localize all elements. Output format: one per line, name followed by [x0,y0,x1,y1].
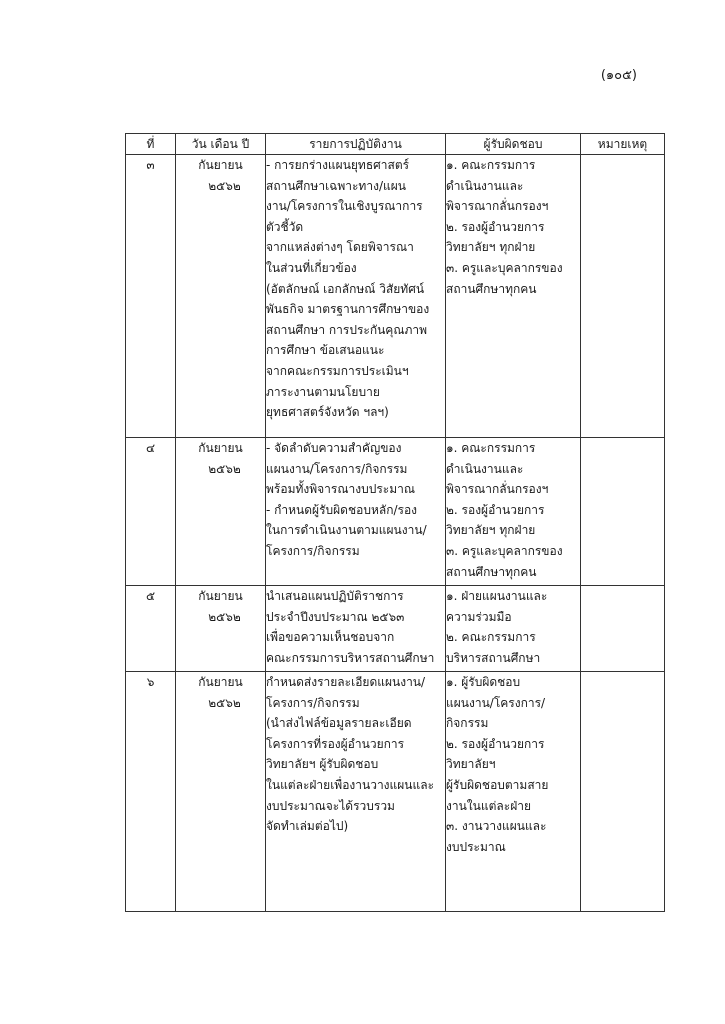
activity-line: จากคณะกรรมการประเมินฯ [266,363,409,378]
table-row [126,155,665,438]
activity-line: งบประมาณจะได้รวบรวม [266,798,395,813]
responsible-line: ๓. งานวางแผนและ [446,819,547,834]
responsible-line: วิทยาลัยฯ ทุกฝ่าย [446,523,536,538]
responsible-line: ดำเนินงานและ [446,461,524,476]
row-activity [266,438,446,586]
responsible-line: ๒. คณะกรรมการ [446,630,536,645]
responsible-line: สถานศึกษาทุกคน [446,281,537,296]
date-line: ๒๕๖๒ [208,609,241,624]
activity-line: ยุทธศาสตร์จังหวัด ฯลฯ) [266,405,389,420]
activity-line: - จัดลำดับความสำคัญของ [266,441,402,455]
responsible-line: วิทยาลัยฯ [446,757,496,772]
activity-line: พร้อมทั้งพิจารณางบประมาณ [266,482,416,497]
row-responsible [446,438,581,586]
activity-line: โครงการที่รองผู้อำนวยการ [266,736,405,751]
activity-line: สถานศึกษา การประกันคุณภาพ [266,322,428,337]
row-date [176,155,266,438]
activity-line: วิทยาลัยฯ ผู้รับผิดชอบ [266,757,379,772]
activity-line: ในแต่ละฝ่ายเพื่องานวางแผนและ [266,777,435,792]
schedule-table [125,133,665,912]
activity-line: พันธกิจ มาตรฐานการศึกษาของ [266,302,430,317]
responsible-line: พิจารณากลั่นกรองฯ [446,199,549,214]
row-activity [266,672,446,912]
row-responsible [446,586,581,672]
responsible-line: ๑. คณะกรรมการ [446,441,536,455]
activity-line: (นำส่งไฟล์ข้อมูลรายละเอียด [266,716,412,731]
date-line: ๒๕๖๒ [208,695,241,710]
activity-line: คณะกรรมการบริหารสถานศึกษา [266,650,435,665]
row-activity [266,155,446,438]
page-number: (๑๐๕) [600,68,637,83]
header-date: วัน เดือน ปี [176,134,266,155]
responsible-line: ดำเนินงานและ [446,178,524,193]
date-line: กันยายน [198,441,243,455]
activity-line: (อัตลักษณ์ เอกลักษณ์ วิสัยทัศน์ [266,281,425,296]
header-no: ที่ [126,134,176,155]
row-note [581,438,665,586]
row-responsible [446,155,581,438]
activity-line: ตัวชี้วัด [266,219,304,234]
table-row [126,438,665,586]
activity-line: งาน/โครงการในเชิงบูรณาการ [266,199,423,214]
date-line: ๒๕๖๒ [208,178,241,193]
date-line: กันยายน [198,158,243,172]
row-activity [266,586,446,672]
responsible-line: ผู้รับผิดชอบตามสาย [446,777,549,792]
responsible-line: วิทยาลัยฯ ทุกฝ่าย [446,240,536,255]
row-note [581,155,665,438]
row-number: ๖ [126,672,176,912]
activity-line: นำเสนอแผนปฏิบัติราชการ [266,589,404,603]
row-note [581,586,665,672]
activity-line: โครงการ/กิจกรรม [266,695,360,710]
activity-line: ในส่วนที่เกี่ยวข้อง [266,260,357,275]
activity-line: - การยกร่างแผนยุทธศาสตร์ [266,158,410,172]
date-line: กันยายน [198,675,243,689]
activity-line: ประจำปีงบประมาณ ๒๕๖๓ [266,609,405,624]
responsible-line: ๑. คณะกรรมการ [446,158,536,172]
activity-line: การศึกษา ข้อเสนอแนะ [266,343,385,358]
activity-line: ภาระงานตามนโยบาย [266,384,380,399]
row-date [176,672,266,912]
activity-line: กำหนดส่งรายละเอียดแผนงาน/ [266,675,426,689]
table-row [126,586,665,672]
date-line: ๒๕๖๒ [208,461,241,476]
responsible-line: ๒. รองผู้อำนวยการ [446,219,545,234]
row-number: ๕ [126,586,176,672]
date-line: กันยายน [198,589,243,603]
activity-line: ในการดำเนินงานตามแผนงาน/ [266,523,427,538]
table-header-row [126,134,665,155]
header-activity: รายการปฏิบัติงาน [266,134,446,155]
row-date [176,438,266,586]
row-date [176,586,266,672]
activity-line: เพื่อขอความเห็นชอบจาก [266,630,395,645]
table-row [126,672,665,912]
row-number: ๔ [126,438,176,586]
responsible-line: พิจารณากลั่นกรองฯ [446,482,549,497]
activity-line: จากแหล่งต่างๆ โดยพิจารณา [266,240,414,255]
responsible-line: ๓. ครูและบุคลากรของ [446,543,563,558]
responsible-line: กิจกรรม [446,716,489,731]
responsible-line: งานในแต่ละฝ่าย [446,798,531,813]
responsible-line: บริหารสถานศึกษา [446,650,541,665]
row-number: ๓ [126,155,176,438]
header-responsible: ผู้รับผิดชอบ [446,134,581,155]
activity-line: จัดทำเล่มต่อไป) [266,819,349,834]
responsible-line: สถานศึกษาทุกคน [446,564,537,579]
responsible-line: แผนงาน/โครงการ/ [446,695,546,710]
header-note: หมายเหตุ [581,134,665,155]
activity-line: แผนงาน/โครงการ/กิจกรรม [266,461,408,476]
activity-line: สถานศึกษาเฉพาะทาง/แผน [266,178,406,193]
responsible-line: ความร่วมมือ [446,609,512,624]
row-responsible [446,672,581,912]
responsible-line: ๓. ครูและบุคลากรของ [446,260,563,275]
row-note [581,672,665,912]
responsible-line: ๒. รองผู้อำนวยการ [446,736,545,751]
responsible-line: ๒. รองผู้อำนวยการ [446,502,545,517]
responsible-line: ๑. ฝ่ายแผนงานและ [446,589,548,603]
responsible-line: งบประมาณ [446,839,506,854]
responsible-line: ๑. ผู้รับผิดชอบ [446,675,521,689]
activity-line: โครงการ/กิจกรรม [266,543,360,558]
activity-line: - กำหนดผู้รับผิดชอบหลัก/รอง [266,502,418,517]
